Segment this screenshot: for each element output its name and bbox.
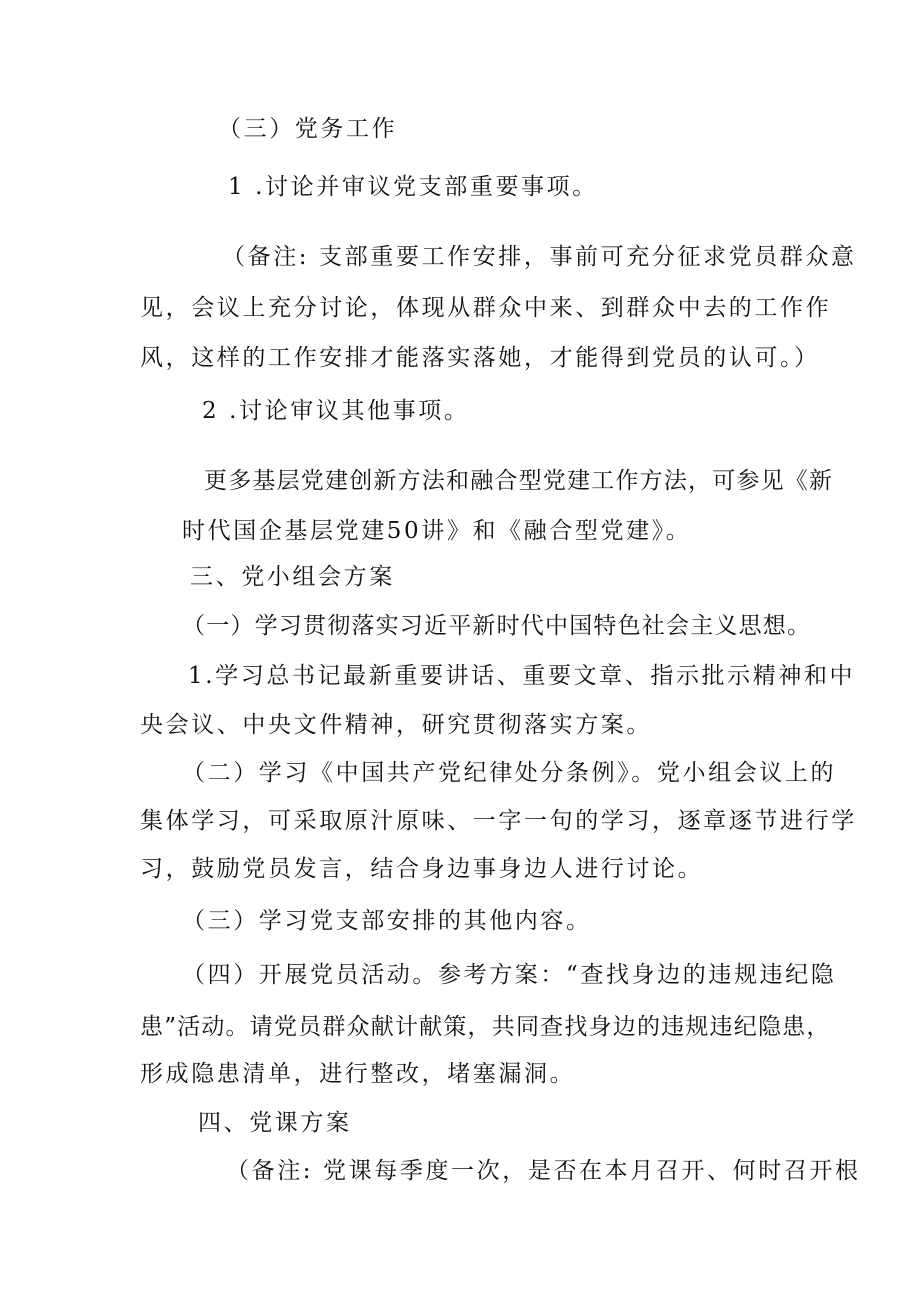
item-study-speeches-line-1: 1.学习总书记最新重要讲话、重要文章、指示批示精神和中 bbox=[188, 663, 856, 689]
section-heading-party-lecture: 四、党课方案 bbox=[198, 1110, 352, 1136]
note-line-2: 见，会议上充分讨论，体现从群众中来、到群众中去的工作作 bbox=[140, 295, 832, 321]
item-discuss-important-matters: 1 .讨论并审议党支部重要事项。 bbox=[228, 174, 598, 200]
item-member-activity-line-1: （四）开展党员活动。参考方案：“查找身边的违规违纪隐 bbox=[182, 962, 837, 988]
note-line-3: 风，这样的工作安排才能落实落她，才能得到党员的认可。） bbox=[140, 345, 820, 371]
section-heading-party-group-meeting: 三、党小组会方案 bbox=[190, 564, 395, 590]
item-study-regulations-line-3: 习，鼓励党员发言，结合身边事身边人进行讨论。 bbox=[140, 856, 704, 882]
reference-line-2: 时代国企基层党建50讲》和《融合型党建》。 bbox=[182, 518, 692, 544]
item-discuss-other-matters: 2 .讨论审议其他事项。 bbox=[202, 398, 470, 424]
reference-line-1: 更多基层党建创新方法和融合型党建工作方法，可参见《新 bbox=[204, 468, 834, 494]
item-member-activity-line-3: 形成隐患清单，进行整改，堵塞漏洞。 bbox=[140, 1061, 576, 1087]
section-heading-party-affairs: （三）党务工作 bbox=[218, 116, 398, 142]
item-study-regulations-line-2: 集体学习，可采取原汁原味、一字一句的学习，逐章逐节进行学 bbox=[140, 808, 857, 834]
item-study-thought: （一）学习贯彻落实习近平新时代中国特色社会主义思想。 bbox=[182, 613, 812, 639]
note-party-lecture: （备注: 党课每季度一次，是否在本月召开、何时召开根 bbox=[226, 1158, 861, 1184]
note-line-1: （备注: 支部重要工作安排，事前可充分征求党员群众意 bbox=[222, 244, 857, 270]
item-study-speeches-line-2: 央会议、中央文件精神，研究贯彻落实方案。 bbox=[140, 712, 652, 738]
item-study-regulations-line-1: （二）学习《中国共产党纪律处分条例》。党小组会议上的 bbox=[182, 760, 837, 786]
item-study-other-content: （三）学习党支部安排的其他内容。 bbox=[182, 908, 592, 934]
item-member-activity-line-2: 患”活动。请党员群众献计献策，共同查找身边的违规违纪隐患， bbox=[140, 1014, 831, 1040]
